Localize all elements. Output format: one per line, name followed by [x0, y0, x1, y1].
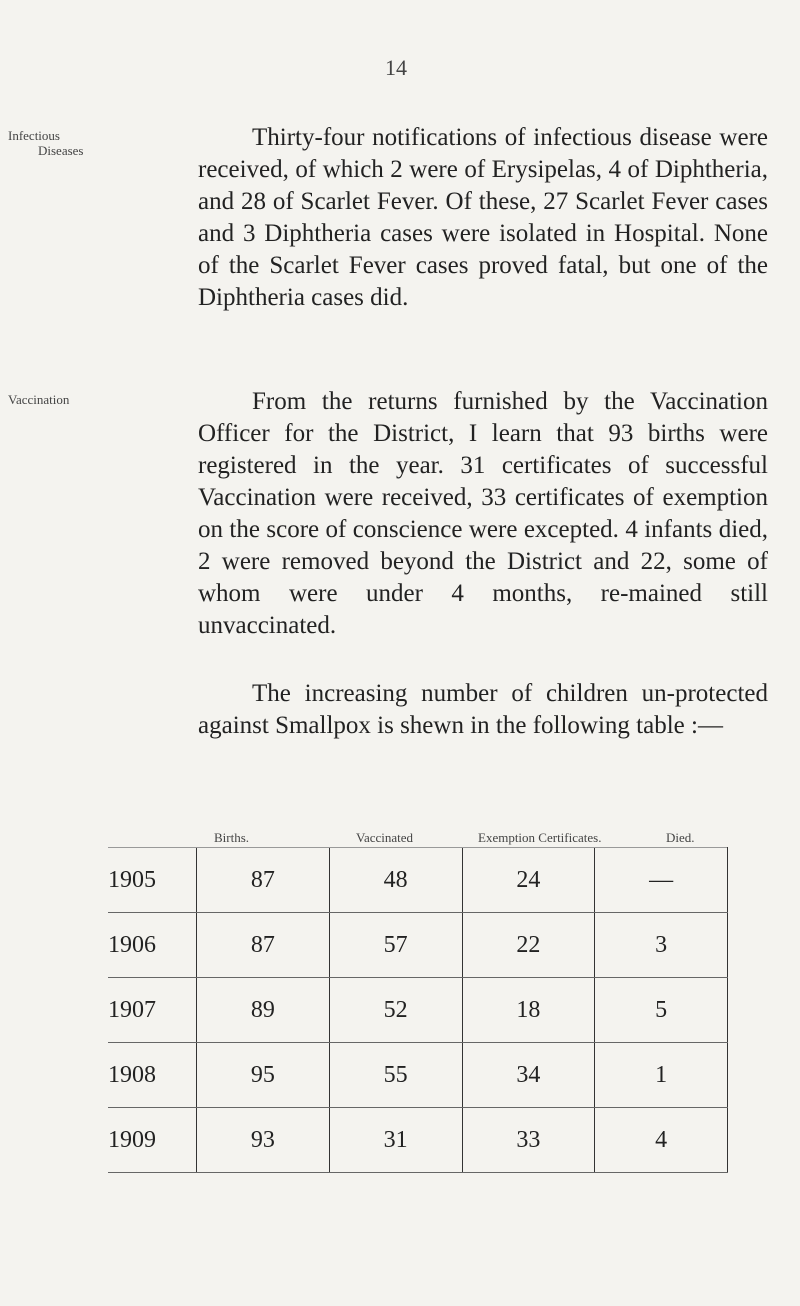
died-cell: — [595, 848, 728, 913]
header-exemption: Exemption Certificates. [478, 830, 602, 845]
exemption-cell: 24 [462, 848, 595, 913]
margin-note-infectious-line2: Diseases [38, 143, 84, 158]
died-cell: 4 [595, 1108, 728, 1173]
table-row [108, 978, 728, 1043]
births-cell: 89 [197, 978, 330, 1043]
births-cell: 87 [197, 913, 330, 978]
page-number: 14 [385, 55, 407, 80]
paragraph-vaccination: From the returns furnished by the Vaccination Officer for the District, I learn that 93 births were registered in the year. 31 certificates of successful Vaccination were received, 33 certificates of exemption on the score of conscience were excepted. 4 infants died, 2 were removed beyond the District and 22, some of whom were under 4 months, re-mained still unvaccinated. [198, 388, 768, 639]
year-cell: 1906 [108, 913, 197, 978]
year-cell: 1909 [108, 1108, 197, 1173]
exemption-cell: 18 [462, 978, 595, 1043]
births-cell: 87 [197, 848, 330, 913]
header-died: Died. [666, 830, 695, 845]
table-row [108, 848, 728, 913]
vaccinated-cell: 31 [329, 1108, 462, 1173]
exemption-cell: 22 [462, 913, 595, 978]
year-cell: 1908 [108, 1043, 197, 1108]
vaccination-table [108, 847, 728, 1173]
margin-note-infectious-line1: Infectious [8, 128, 60, 143]
births-cell: 93 [197, 1108, 330, 1173]
margin-note-vaccination: Vaccination [8, 392, 70, 407]
vaccinated-cell: 57 [329, 913, 462, 978]
vaccinated-cell: 48 [329, 848, 462, 913]
header-births: Births. [214, 830, 250, 845]
exemption-cell: 34 [462, 1043, 595, 1108]
exemption-cell: 33 [462, 1108, 595, 1173]
died-cell: 5 [595, 978, 728, 1043]
paragraph-infectious-diseases: Thirty-four notifications of infectious disease were received, of which 2 were of Erysipelas, 4 of Diphtheria, and 28 of Scarlet Fever. Of these, 27 Scarlet Fever cases and 3 Diphtheria cases were isolated in Hospital. None of the Scarlet Fever cases proved fatal, but one of the Diphtheria cases did. [198, 124, 768, 311]
births-cell: 95 [197, 1043, 330, 1108]
paragraph-table-intro: The increasing number of children un-protected against Smallpox is shewn in the following table :— [198, 680, 768, 739]
year-cell: 1907 [108, 978, 197, 1043]
header-vaccinated: Vaccinated [356, 830, 414, 845]
died-cell: 1 [595, 1043, 728, 1108]
table-row [108, 913, 728, 978]
vaccinated-cell: 55 [329, 1043, 462, 1108]
vaccination-table-body [108, 848, 728, 1173]
vaccinated-cell: 52 [329, 978, 462, 1043]
died-cell: 3 [595, 913, 728, 978]
year-cell: 1905 [108, 848, 197, 913]
margin-note-infectious [8, 128, 84, 158]
table-row [108, 1108, 728, 1173]
table-row [108, 1043, 728, 1108]
